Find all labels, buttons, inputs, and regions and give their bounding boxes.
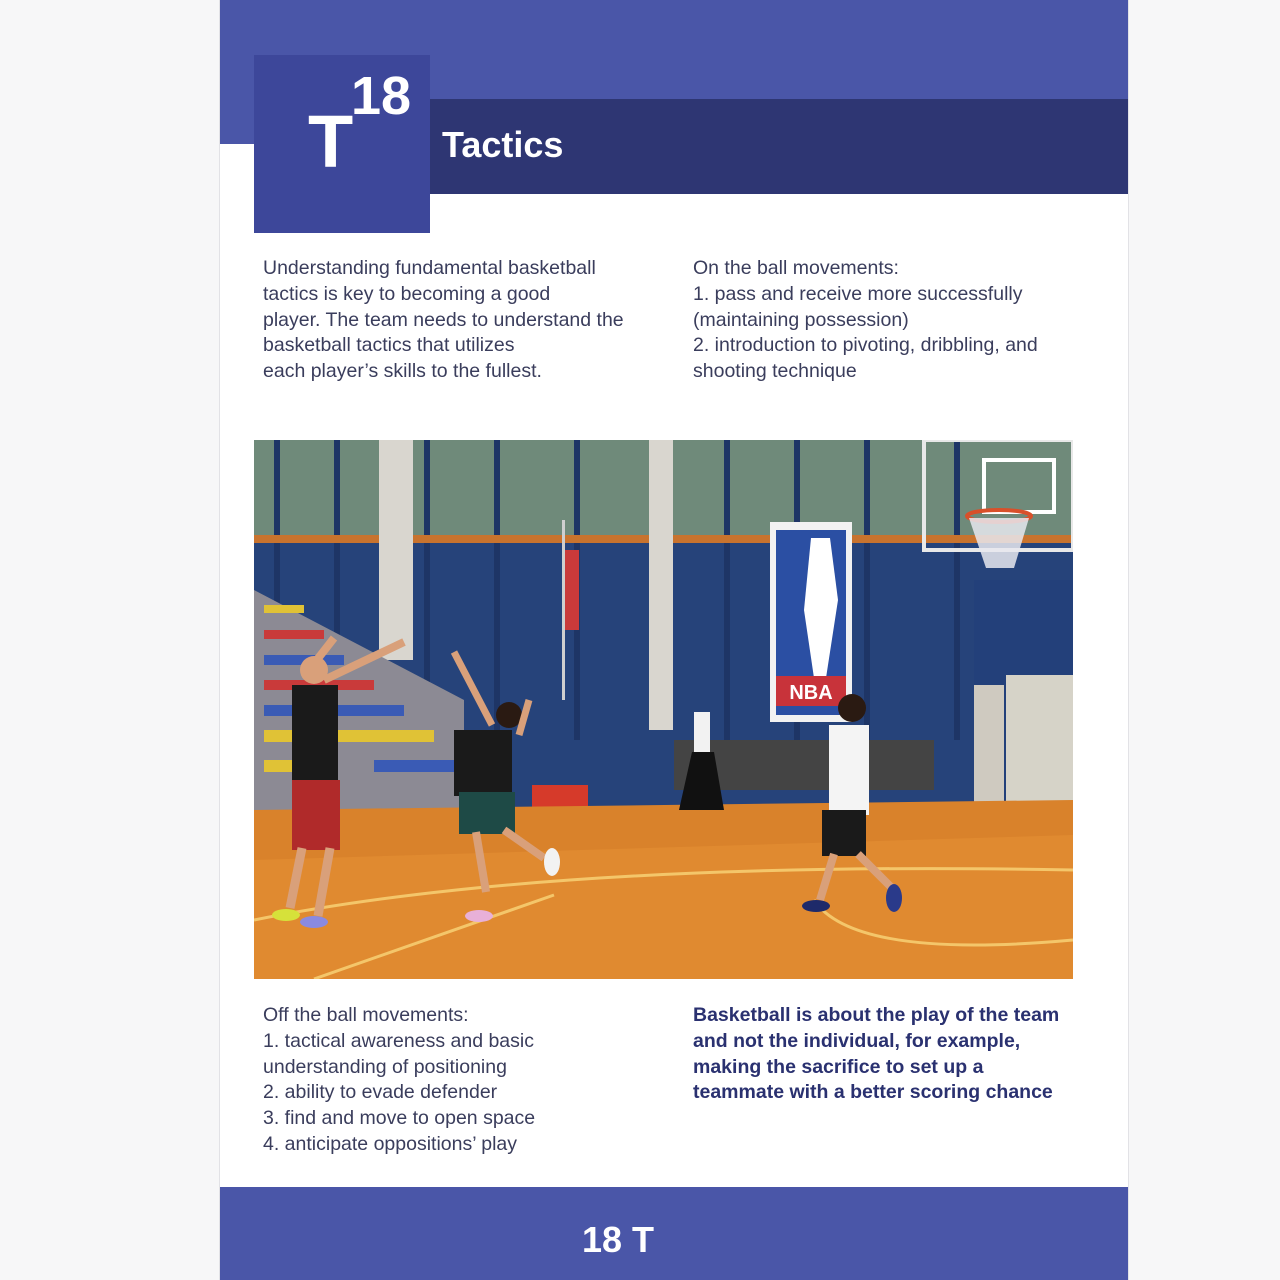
chapter-code-number: 18: [351, 66, 412, 126]
document-page: [219, 0, 1129, 1280]
off-ball-movements-list: Off the ball movements: 1. tactical awareness and basic understanding of positioning 2. ability to evade defender 3. find and move to open space 4. anticipate oppositions’ play: [263, 1004, 536, 1155]
chapter-code-box: [254, 55, 430, 233]
team-play-quote: Basketball is about the play of the team and not the individual, for example, making the sacrifice to set up a teammate with a better scoring chance: [693, 1004, 1060, 1104]
basketball-practice-photo: [254, 440, 1073, 979]
page-number-label: 18 T: [581, 1219, 655, 1260]
chapter-code-letter: T: [308, 100, 354, 183]
nba-logo-text: NBA: [789, 682, 833, 704]
page-title: Tactics: [442, 124, 564, 165]
on-ball-movements-list: On the ball movements: 1. pass and receive more successfully (maintaining possession) 2. introduction to pivoting, dribbling, and shooting technique: [693, 257, 1038, 383]
intro-paragraph: Understanding fundamental basketball tactics is key to becoming a good player. The team needs to understand the basketball tactics that utilizes each player’s skills to the fullest.: [263, 257, 624, 383]
footer-band: [220, 1187, 1129, 1280]
